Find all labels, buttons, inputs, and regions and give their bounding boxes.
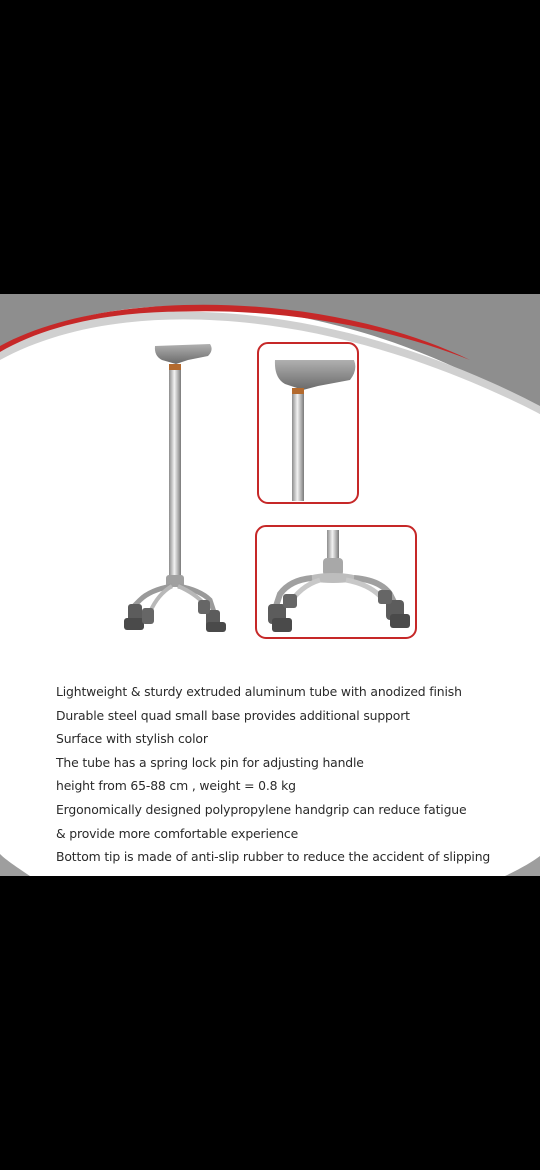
feature-item: Surface with stylish color xyxy=(56,731,208,747)
feature-item: Durable steel quad small base provides additional support xyxy=(56,707,410,723)
feature-item: & provide more comfortable experience xyxy=(56,825,299,841)
bottom-grey-swoosh-left xyxy=(0,854,30,876)
full-cane-icon xyxy=(124,344,226,632)
feature-item: Lightweight & sturdy extruded aluminum tube with anodized finish xyxy=(56,684,462,699)
product-image[interactable] xyxy=(0,294,540,876)
feature-item: height from 65-88 cm , weight = 0.8 kg xyxy=(56,778,296,794)
feature-item: Ergonomically designed polypropylene handgrip can reduce fatigue xyxy=(56,801,467,817)
cane-illustration xyxy=(0,294,540,654)
feature-list xyxy=(56,680,526,869)
feature-item: Bottom tip is made of anti-slip rubber to reduce the accident of slipping xyxy=(56,849,491,865)
feature-item: The tube has a spring lock pin for adjusting handle xyxy=(56,754,364,770)
